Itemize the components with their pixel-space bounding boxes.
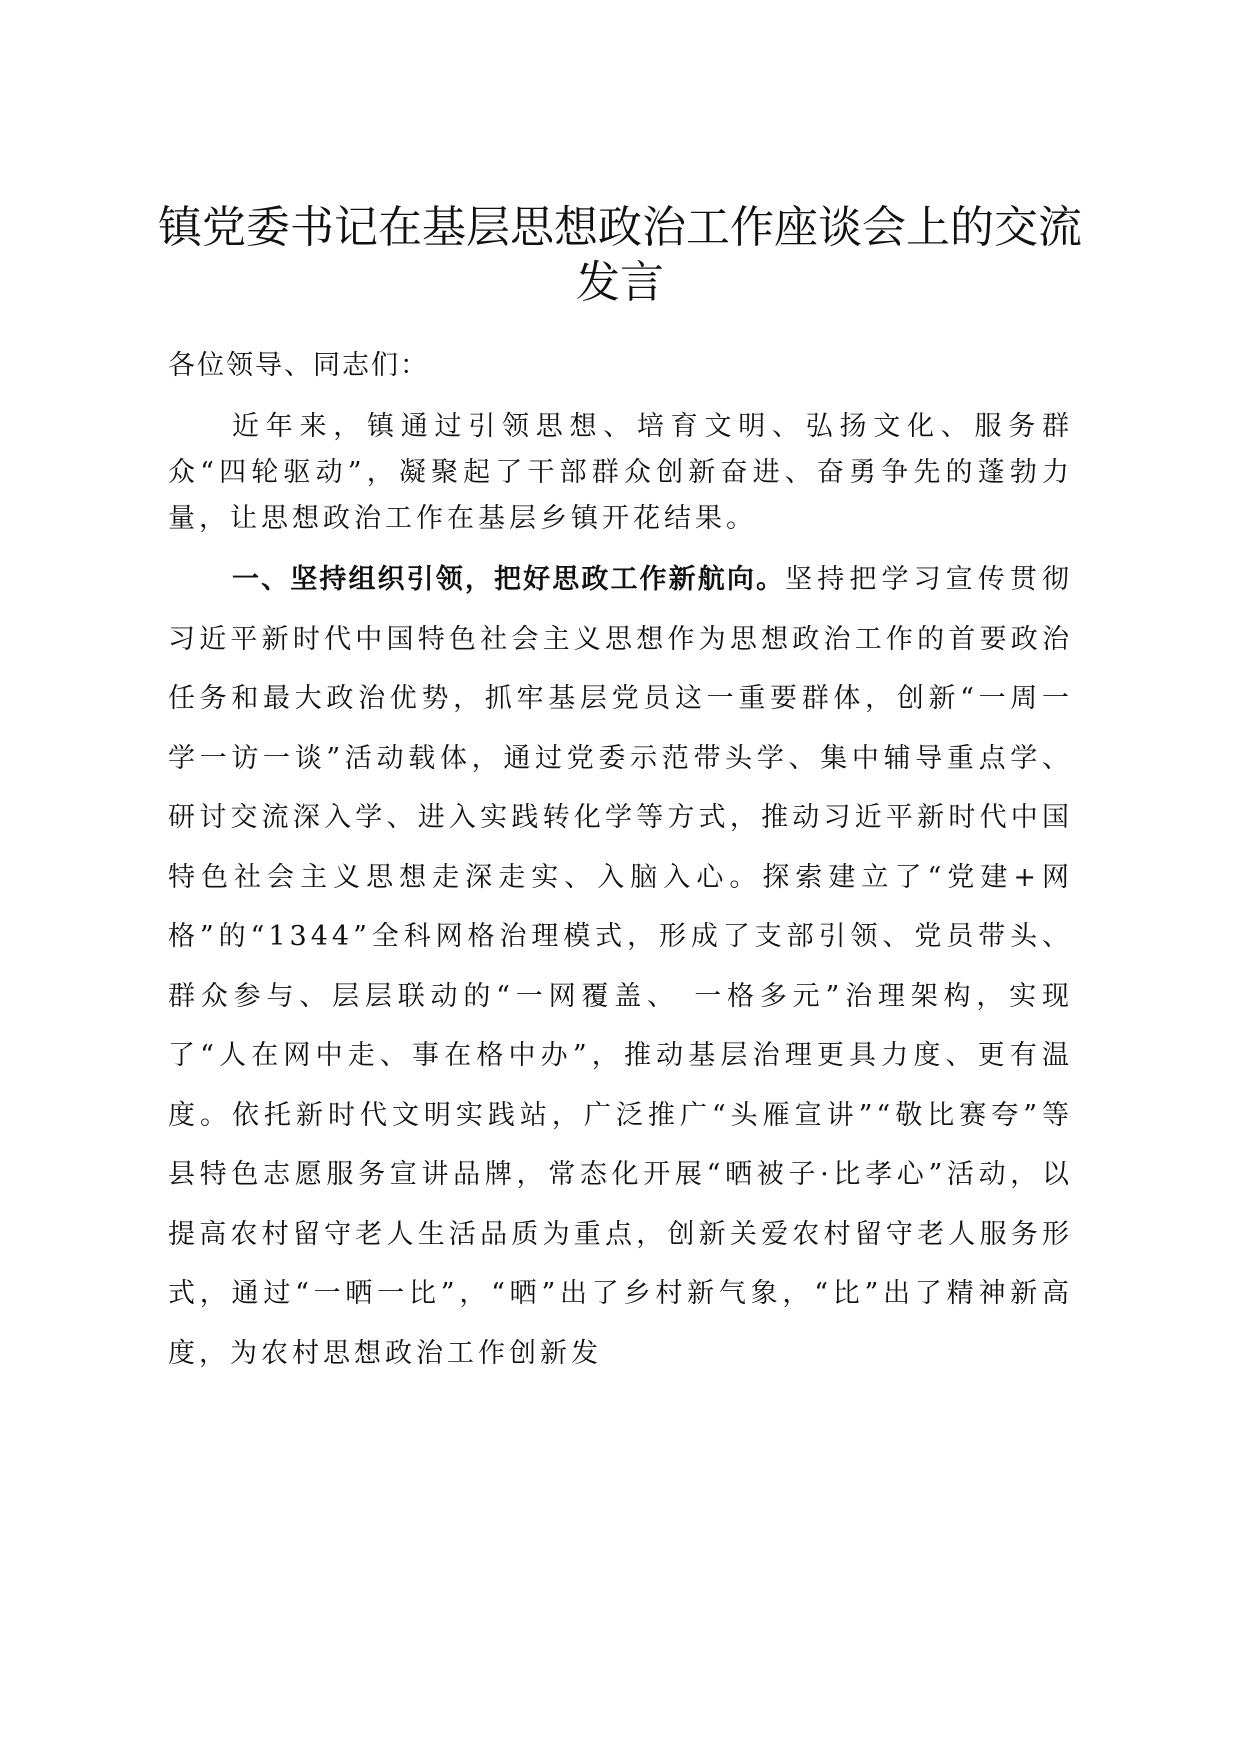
section-1-paragraph (168, 550, 1073, 1383)
section-1-heading: 一、坚持组织引领，把好思政工作新航向。 (232, 564, 786, 595)
intro-paragraph: 近年来，镇通过引领思想、培育文明、弘扬文化、服务群众“四轮驱动”，凝聚起了干部群众创新奋进、奋勇争先的蓬勃力量，让思想政治工作在基层乡镇开花结果。 (168, 411, 1073, 534)
salutation: 各位领导、同志们： (168, 350, 429, 381)
section-1-body: 坚持把学习宣传贯彻习近平新时代中国特色社会主义思想作为思想政治工作的首要政治任务和最大政治优势，抓牢基层党员这一重要群体，创新“一周一学一访一谈”活动载体，通过党委示范带头学、集中辅导重点学、研讨交流深入学、进入实践转化学等方式，推动习近平新时代中国特色社会主义思想走深走实、入脑入心。探索建立了“党建+网格”的“1344”全科网格治理模式，形成了支部引领、党员带头、群众参与、层层联动的“一网覆盖、 一格多元”治理架构，实现了“人在网中走、事在格中办”，推动基层治理更具力度、更有温度。依托新时代文明实践站，广泛推广“头雁宣讲”“敬比赛夸”等县特色志愿服务宣讲品牌，常态化开展“晒被子·比孝心”活动，以提高农村留守老人生活品质为重点，创新关爱农村留守老人服务形式，通过“一晒一比”，“晒”出了乡村新气象，“比”出了精神新高度，为农村思想政治工作创新发 (168, 564, 1074, 1369)
document-title: 镇党委书记在基层思想政治工作座谈会上的交流发言 (158, 202, 1082, 308)
